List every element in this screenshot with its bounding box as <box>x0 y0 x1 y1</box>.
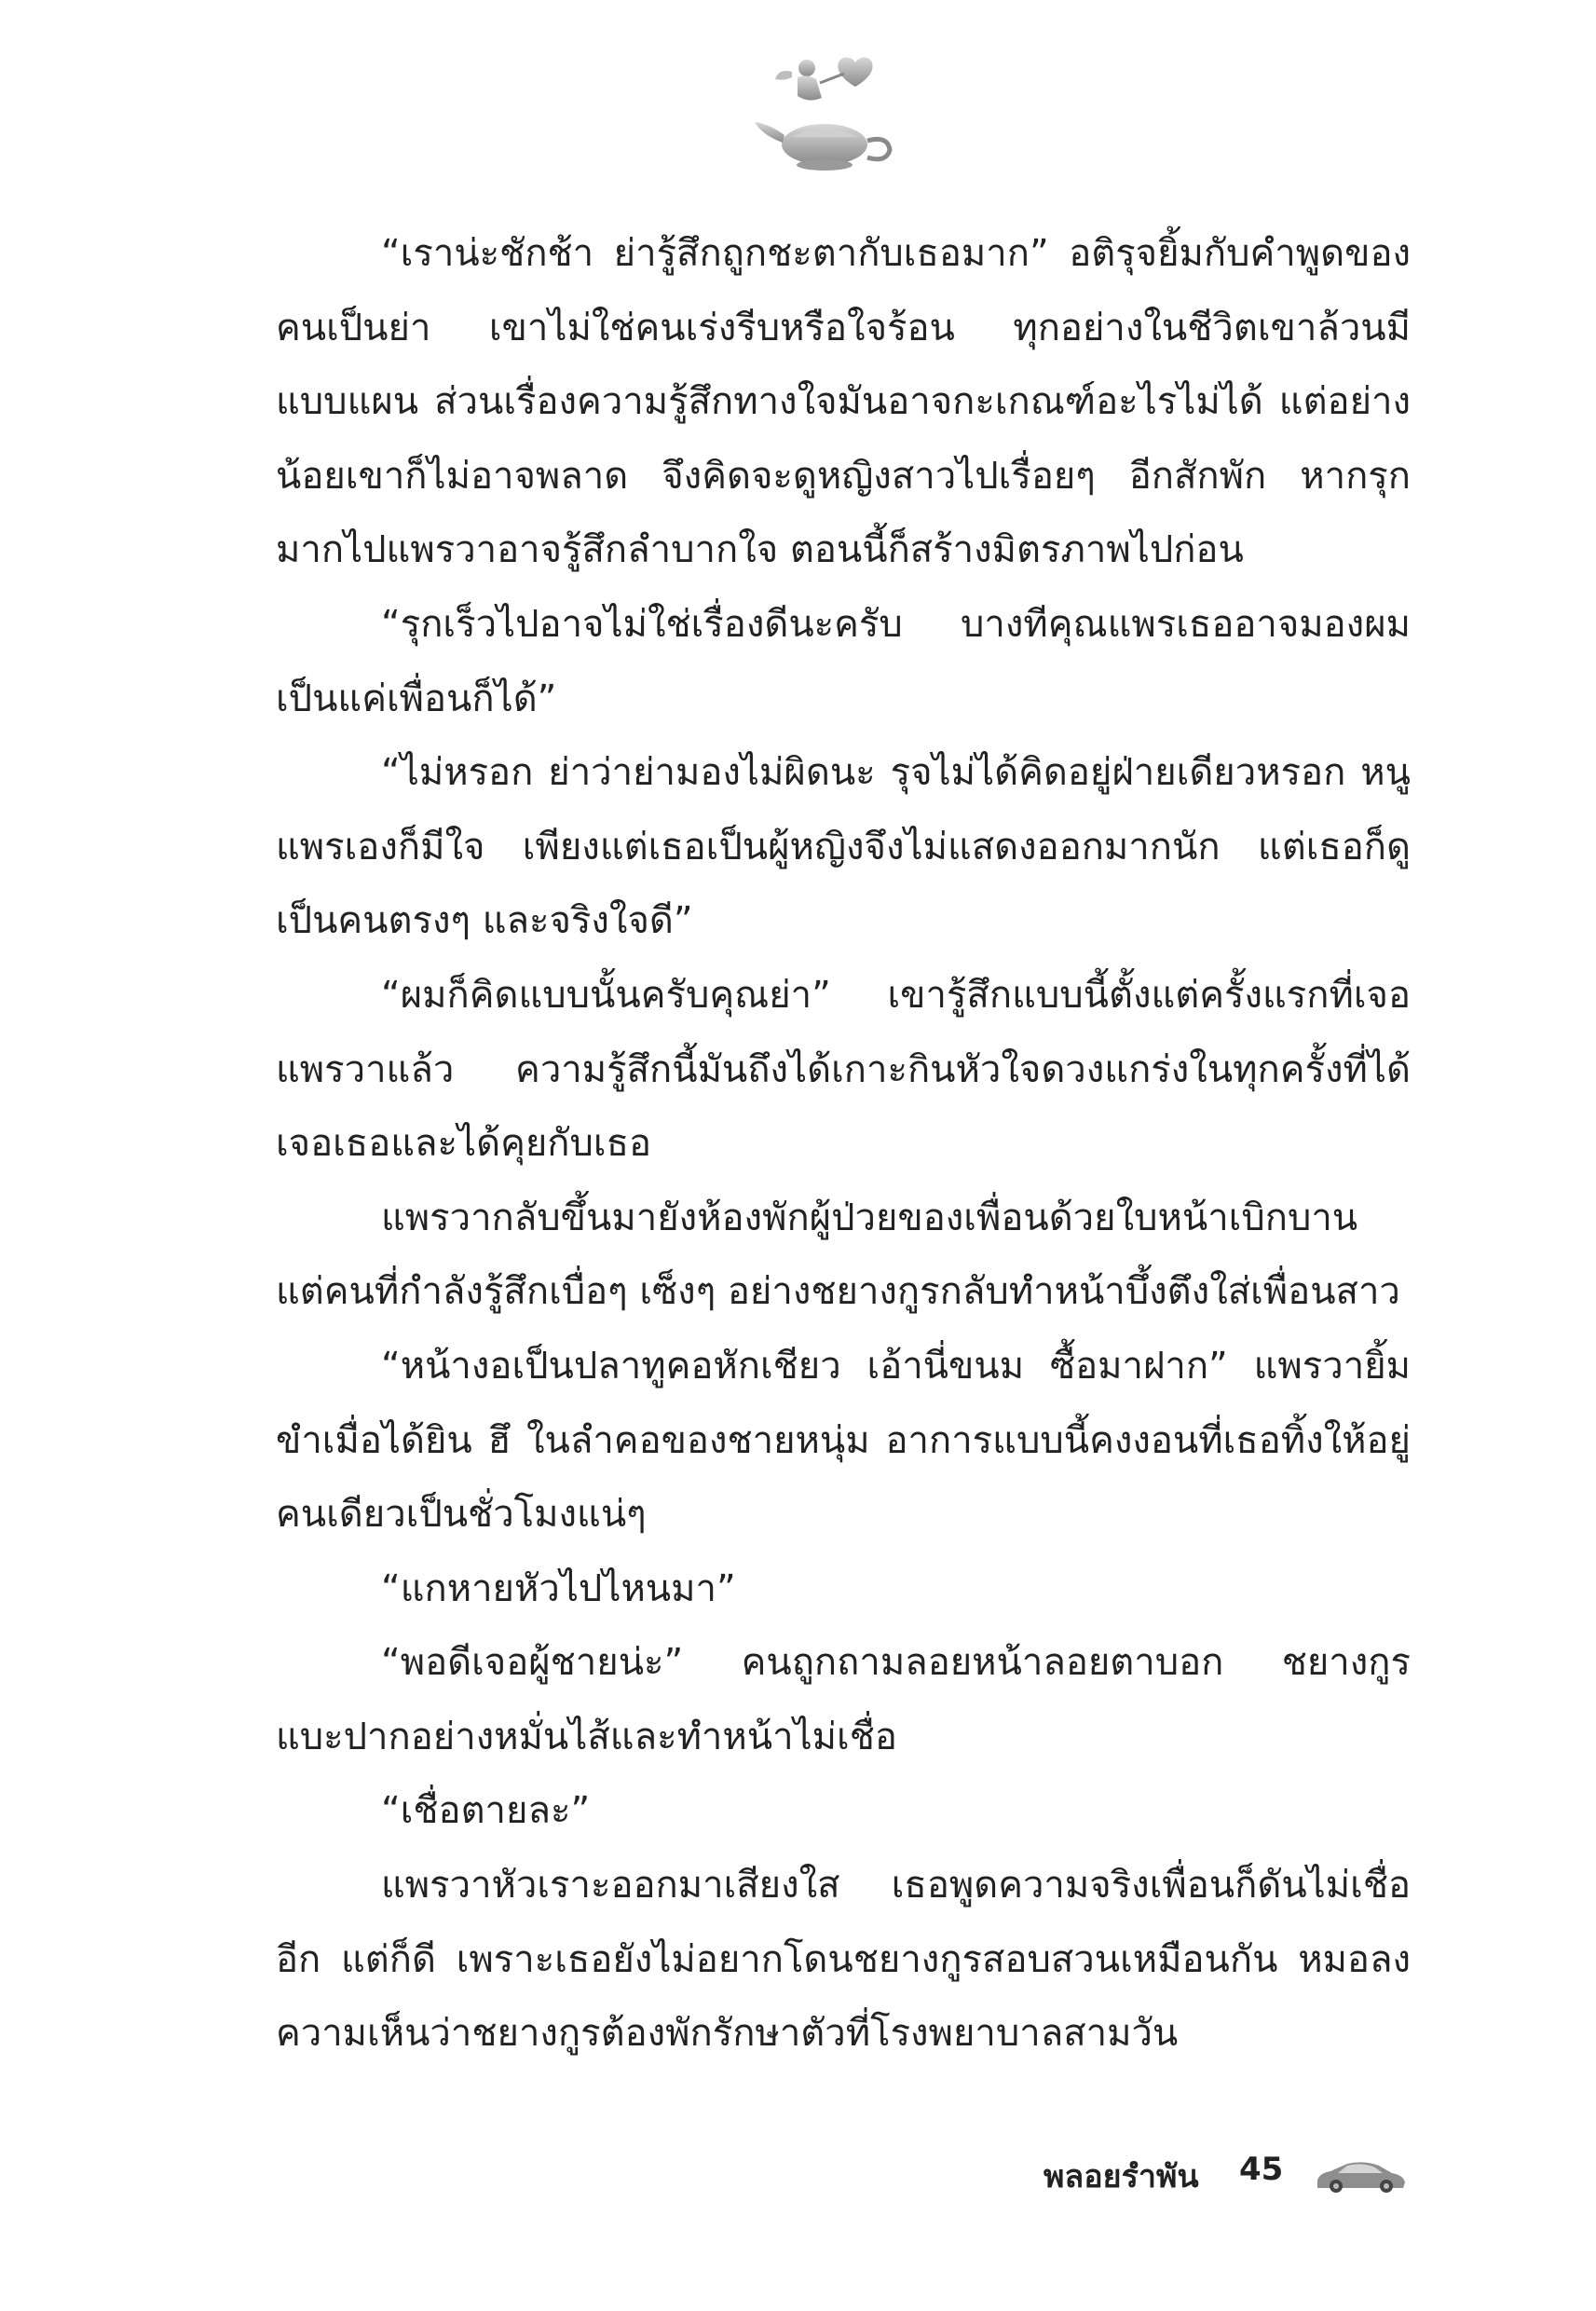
paragraph: “ไม่หรอก ย่าว่าย่ามองไม่ผิดนะ รุจไม่ได้คิดอยู่ฝ่ายเดียวหรอก หนูแพรเองก็มีใจ เพียงแต่เธอเป็นผู้หญิงจึงไม่แสดงออกมากนัก แต่เธอก็ดูเป็นคนตรงๆ และจริงใจดี” <box>276 751 1411 943</box>
paragraph: “พอดีเจอผู้ชายน่ะ” คนถูกถามลอยหน้าลอยตาบอก ชยางกูรแบะปากอย่างหมั่นไส้และทำหน้าไม่เชื่อ <box>276 1641 1411 1758</box>
paragraph: แพรวาหัวเราะออกมาเสียงใส เธอพูดความจริงเพื่อนก็ดันไม่เชื่ออีก แต่ก็ดี เพราะเธอยังไม่อยากโดนชยางกูรสอบสวนเหมือนกัน หมอลงความเห็นว่าชยางกูรต้องพักรักษาตัวที่โรงพยาบาลสามวัน <box>276 1864 1411 2056</box>
body-text <box>276 217 1411 2072</box>
paragraph: “เราน่ะชักช้า ย่ารู้สึกถูกชะตากับเธอมาก” อติรุจยิ้มกับคำพูดของคนเป็นย่า เขาไม่ใช่คนเร่งรีบหรือใจร้อน ทุกอย่างในชีวิตเขาล้วนมีแบบแผน ส่วนเรื่องความรู้สึกทางใจมันอาจกะเกณฑ์อะไรไม่ได้ แต่อย่างน้อยเขาก็ไม่อาจพลาด จึงคิดจะดูหญิงสาวไปเรื่อยๆ อีกสักพัก หากรุกมากไปแพรวาอาจรู้สึกลำบากใจ ตอนนี้ก็สร้างมิตรภาพไปก่อน <box>276 232 1411 572</box>
paragraph: “แกหายหัวไปไหนมา” <box>381 1566 736 1610</box>
book-title: พลอยรำพัน <box>1044 2158 1199 2195</box>
paragraph: “เชื่อตายละ” <box>381 1789 591 1833</box>
paragraph: “ผมก็คิดแบบนั้นครับคุณย่า” เขารู้สึกแบบนี้ตั้งแต่ครั้งแรกที่เจอแพรวาแล้ว ความรู้สึกนี้มันถึงได้เกาะกินหัวใจดวงแกร่งในทุกครั้งที่ได้เจอเธอและได้คุยกับเธอ <box>276 973 1411 1166</box>
teapot-with-cupid-icon <box>745 51 913 182</box>
paragraph: “รุกเร็วไปอาจไม่ใช่เรื่องดีนะครับ บางทีคุณแพรเธออาจมองผมเป็นแค่เพื่อนก็ได้” <box>276 602 1411 720</box>
paragraph: แพรวากลับขึ้นมายังห้องพักผู้ป่วยของเพื่อนด้วยใบหน้าเบิกบาน แต่คนที่กำลังรู้สึกเบื่อๆ เซ็งๆ อย่างชยางกูรกลับทำหน้าบึ้งตึงใส่เพื่อนสาว <box>276 1196 1400 1314</box>
page-number: 45 <box>1239 2151 1284 2188</box>
sports-car-icon <box>1314 2154 1407 2194</box>
paragraph: “หน้างอเป็นปลาทูคอหักเชียว เอ้านี่ขนม ซื้อมาฝาก” แพรวายิ้มขำเมื่อได้ยิน ฮึ ในลำคอของชายหนุ่ม อาการแบบนี้คงงอนที่เธอทิ้งให้อยู่คนเดียวเป็นชั่วโมงแน่ๆ <box>276 1344 1411 1537</box>
page-footer <box>0 2143 1596 2208</box>
